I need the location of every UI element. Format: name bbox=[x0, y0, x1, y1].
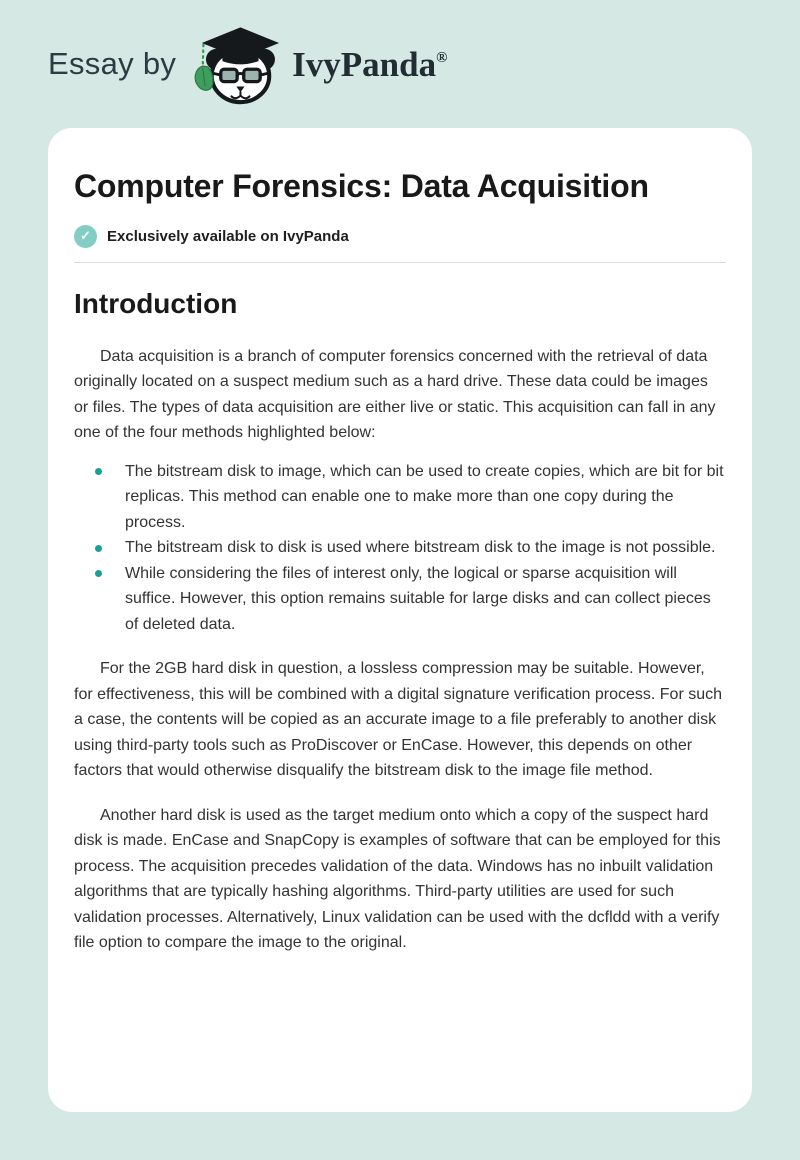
exclusive-badge bbox=[74, 225, 726, 248]
paragraph-validation: Another hard disk is used as the target medium onto which a copy of the suspect hard disk is made. EnCase and SnapCopy is examples of software that can be employed for this process. The acquisition precedes validation of the data. Windows has no inbuilt validation algorithms that are typically hashing algorithms. Third-party utilities are used for such validation processes. Alternatively, Linux validation can be used with the dcfldd with a verify file option to compare the image to the original. bbox=[74, 806, 721, 952]
list-item-bitstream-disk-to-image bbox=[74, 459, 726, 536]
section-heading-introduction: Introduction bbox=[74, 287, 238, 319]
divider bbox=[74, 262, 726, 263]
list-item-text: The bitstream disk to disk is used where bitstream disk to the image is not possible. bbox=[125, 539, 716, 557]
list-item-logical-sparse-acquisition bbox=[74, 561, 726, 638]
acquisition-methods-list bbox=[74, 459, 726, 638]
bullet-icon bbox=[95, 545, 102, 552]
site-header bbox=[0, 0, 800, 128]
page-title: Computer Forensics: Data Acquisition bbox=[74, 168, 649, 204]
badge-label: Exclusively available on IvyPanda bbox=[107, 227, 349, 245]
brand-name[interactable] bbox=[292, 44, 448, 84]
list-item-text: The bitstream disk to image, which can be used to create copies, which are bit for bit replicas. This method can enable one to make more than one copy during the process. bbox=[125, 462, 724, 531]
list-item-bitstream-disk-to-disk bbox=[74, 535, 726, 561]
list-item-text: While considering the files of interest only, the logical or sparse acquisition will suffice. However, this option remains suitable for large disks and can collect pieces of deleted data. bbox=[125, 564, 711, 633]
bullet-icon bbox=[95, 468, 102, 475]
essay-card bbox=[48, 128, 752, 1112]
bullet-icon bbox=[95, 570, 102, 577]
essay-by-label: Essay by bbox=[48, 46, 177, 81]
ivypanda-logo-icon[interactable] bbox=[192, 23, 284, 109]
intro-paragraph: Data acquisition is a branch of computer forensics concerned with the retrieval of data originally located on a suspect medium such as a hard drive. These data could be images or files. The types of data acquisition are either live or static. This acquisition can fall in any one of the four methods highlighted below: bbox=[74, 347, 716, 442]
paragraph-compression: For the 2GB hard disk in question, a lossless compression may be suitable. However, for effectiveness, this will be combined with a digital signature verification process. For such a case, the contents will be copied as an accurate image to a file preferably to another disk using third-party tools such as ProDiscover or EnCase. However, this depends on other factors that would otherwise disqualify the bitstream disk to the image file method. bbox=[74, 660, 723, 780]
check-icon: ✓ bbox=[74, 225, 97, 248]
brand-text: IvyPanda bbox=[292, 44, 437, 84]
registered-mark: ® bbox=[436, 49, 448, 66]
